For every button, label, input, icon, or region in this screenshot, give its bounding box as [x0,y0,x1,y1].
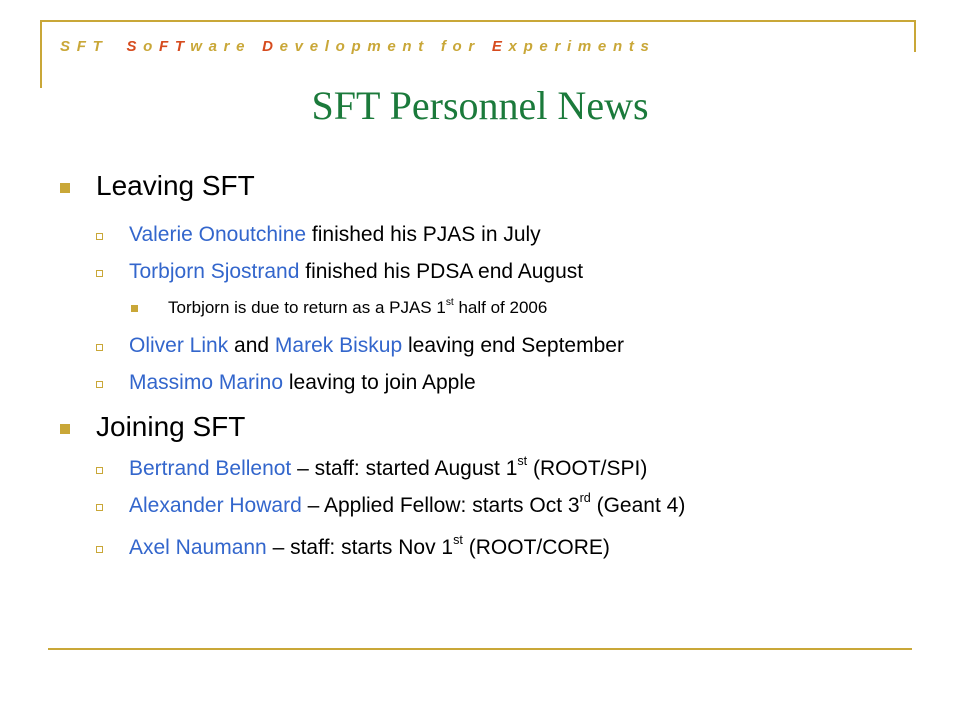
person-name: Bertrand Bellenot [129,457,292,480]
hollow-square-bullet-icon [96,344,103,351]
tagline-part: S [126,38,144,55]
person-name: Massimo Marino [129,371,284,394]
item-text: and [228,334,275,357]
person-name: Axel Naumann [129,536,267,559]
item-text: – staff: starts Nov 1 [266,536,454,559]
item-text: finished his PJAS in July [306,223,541,246]
hollow-square-bullet-icon [96,504,103,511]
square-bullet-icon [60,424,70,434]
hollow-square-bullet-icon [96,270,103,277]
square-bullet-icon [131,305,138,312]
tagline-part: T [174,38,191,55]
ordinal-suffix: st [453,533,463,548]
person-name: Oliver Link [129,334,229,357]
tagline-part: evelopment for [279,38,492,55]
ordinal-suffix: rd [579,491,591,506]
tagline-part: ware [190,38,263,55]
page-title: SFT Personnel News [311,83,649,128]
header-abbr: SFT [60,38,109,55]
item-text: – staff: started August 1 [291,457,518,480]
tagline-part: D [262,38,280,55]
slide-content: Leaving SFT Valerie Onoutchine finished his PJAS in July Torbjorn Sjostrand finished his PDSA end August Torbjorn is due to return as a PJAS 1st half of 2006 Oliver Link and Marek Biskup leaving end September Massimo Marino leaving to join Apple Joining SFT Bertrand Bellenot – staff: started August 1st (ROOT/SPI) Alexander Howard – Applied Fellow: starts Oct 3rd (Geant 4) Axel Naumann – staff: starts Nov 1st (ROOT/CORE) [0,0,960,720]
sub-item-text: Torbjorn is due to return as a PJAS 1 [168,298,446,317]
hollow-square-bullet-icon [96,546,103,553]
ordinal-suffix: st [517,454,528,469]
item-text-after: (Geant 4) [590,494,686,517]
square-bullet-icon [60,183,70,193]
person-name: Valerie Onoutchine [129,223,307,246]
item-text: leaving end September [402,334,624,357]
ordinal-suffix: st [445,296,454,308]
tagline-part: E [491,38,509,55]
person-name: Torbjorn Sjostrand [129,260,300,283]
tagline-part: o [143,38,160,55]
sub-item-text-after: half of 2006 [453,298,548,317]
tagline-part: xperiments [508,38,656,55]
person-name: Alexander Howard [129,494,302,517]
hollow-square-bullet-icon [96,381,103,388]
person-name: Marek Biskup [274,334,403,357]
item-text-after: (ROOT/SPI) [527,457,648,480]
hollow-square-bullet-icon [96,233,103,240]
item-text: leaving to join Apple [283,371,476,394]
tagline-part: F [159,38,175,55]
item-text: – Applied Fellow: starts Oct 3 [301,494,580,517]
item-text-after: (ROOT/CORE) [462,536,610,559]
item-text: finished his PDSA end August [299,260,584,283]
hollow-square-bullet-icon [96,467,103,474]
